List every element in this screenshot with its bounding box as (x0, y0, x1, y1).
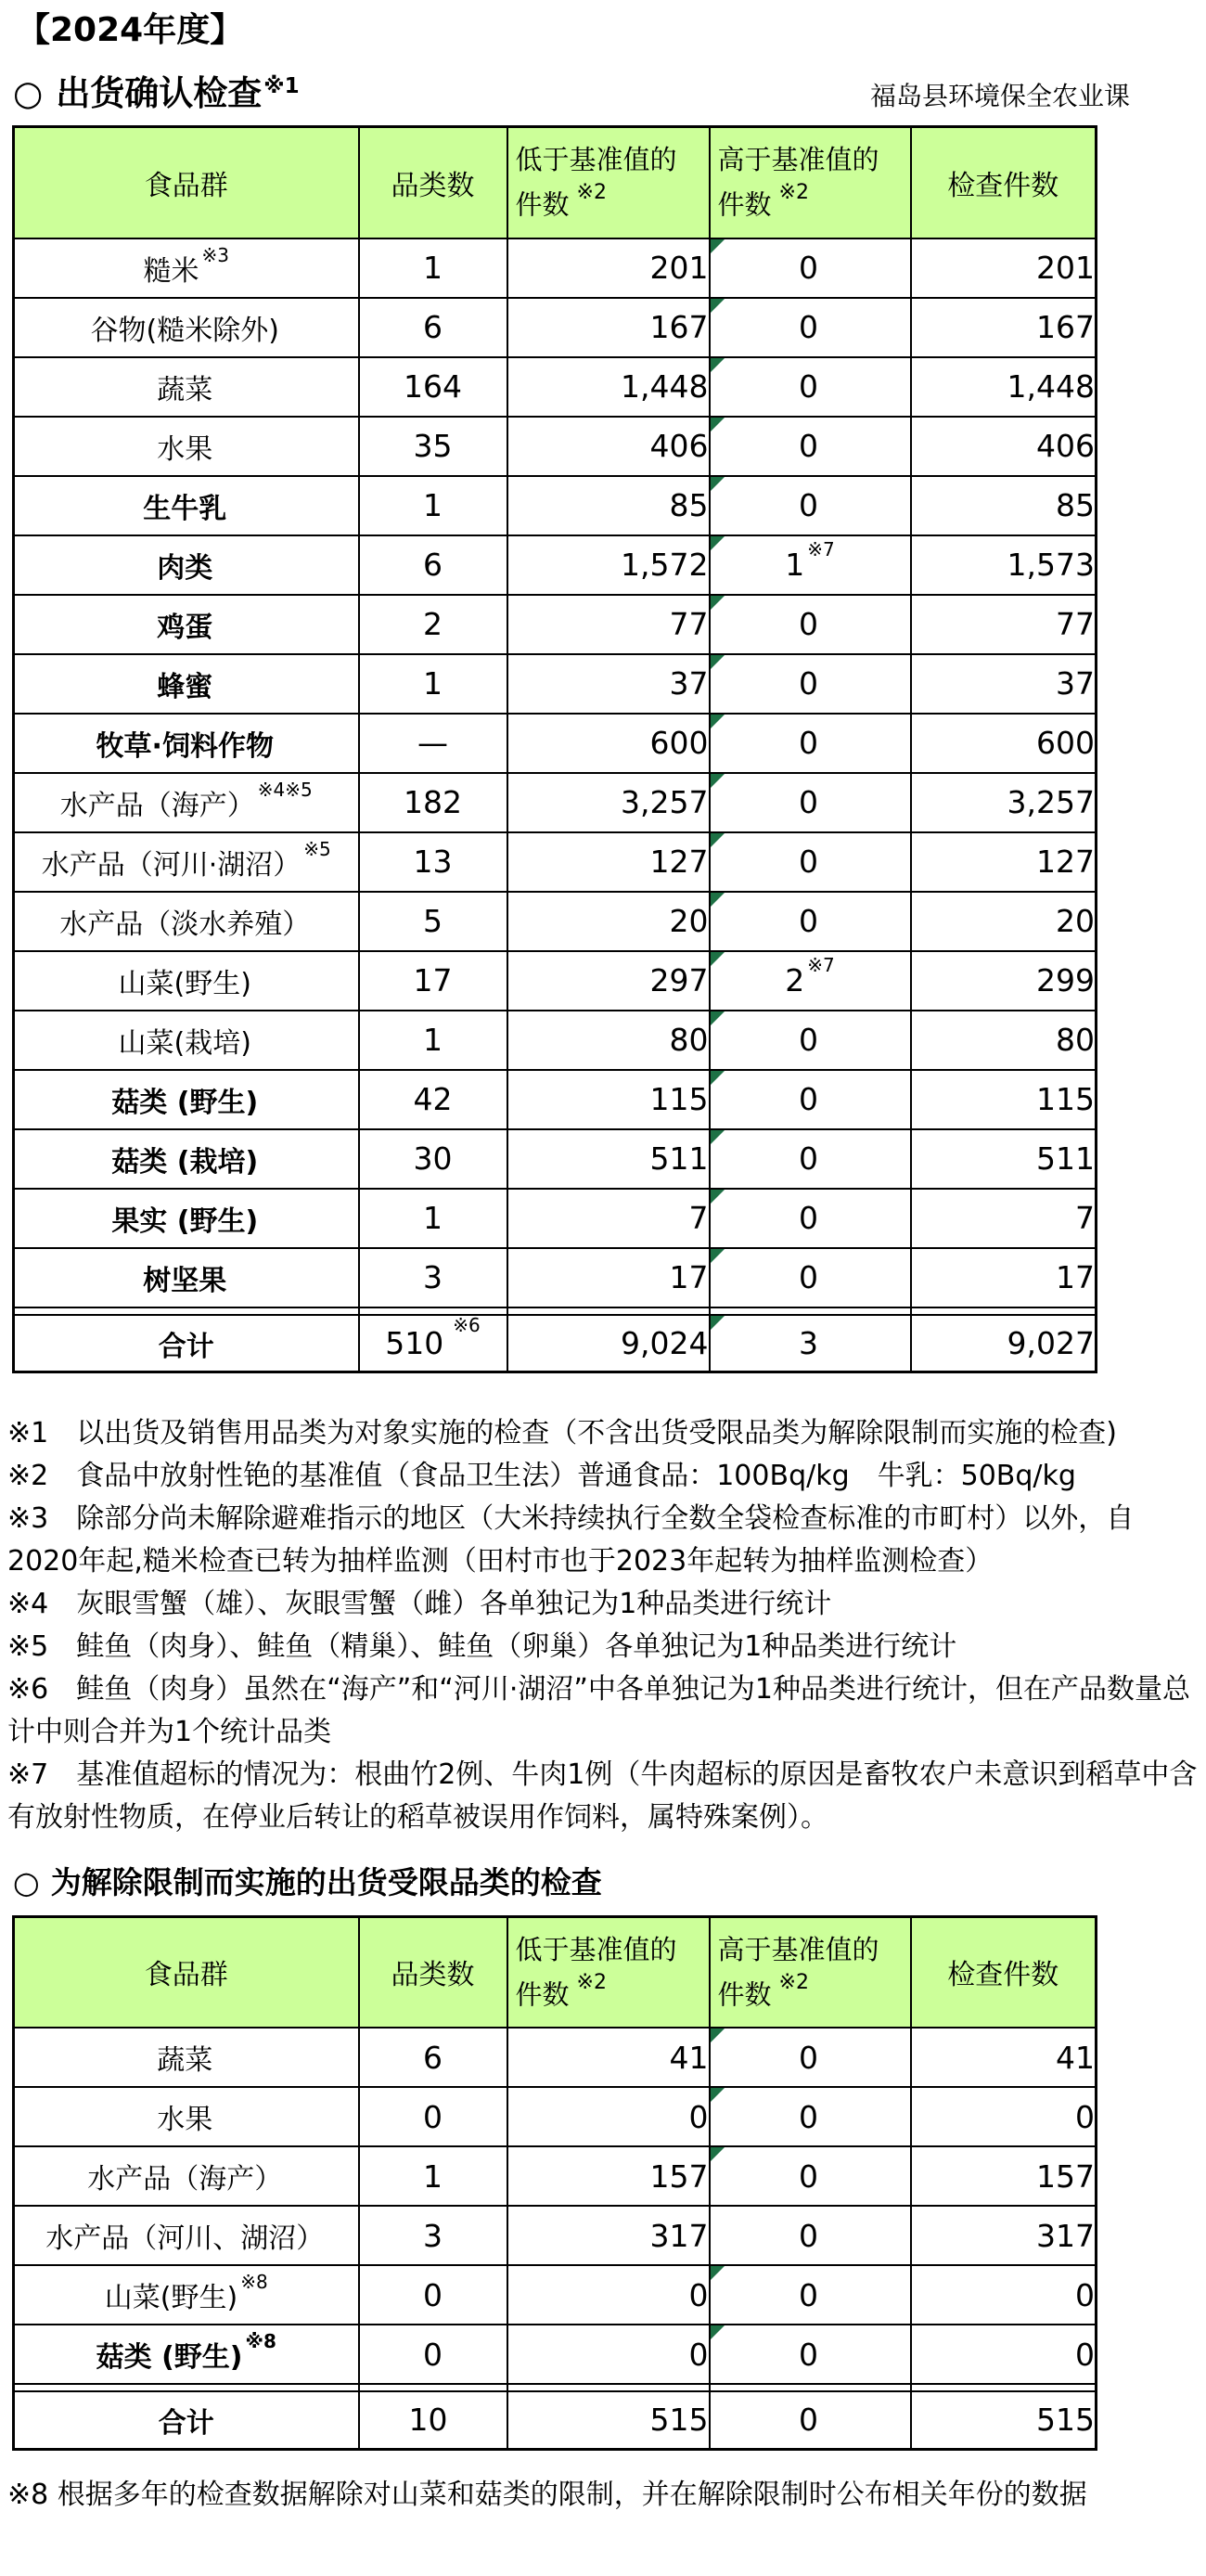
cell-below-standard-count: 37 (507, 654, 710, 714)
year-title: 【2024年度】 (17, 11, 244, 49)
table-row (14, 832, 1097, 892)
gap-cell (359, 2384, 507, 2391)
above-standard-value: 0 (799, 1259, 818, 1296)
header-text (711, 1931, 910, 2015)
table-row (14, 773, 1097, 832)
food-group-label: 水果 (157, 2104, 213, 2137)
cell-below-standard-count: 600 (507, 714, 710, 773)
footnote: ※2 食品中放射性铯的基准值（食品卫生法）普通食品：100Bq/kg 牛乳：50Bq/kg (7, 1460, 1076, 1493)
cell-food-group (14, 2087, 359, 2146)
cell-below-standard-count: 317 (507, 2206, 710, 2265)
cell-food-group (14, 2146, 359, 2206)
cell-food-group (14, 238, 359, 298)
footnote: ※7 基准值超标的情况为：根曲竹2例、牛肉1例（牛肉超标的原因是畜牧农户未意识到稻草中含有放射性物质，在停业后转让的稻草被误用作饲料，属特殊案例）。 (7, 1758, 1198, 1835)
cell-inspection-count: 17 (911, 1248, 1097, 1307)
above-standard-value: 0 (799, 250, 818, 287)
cell-category-count: 0 (359, 2325, 507, 2384)
cell-below-standard-count: 1,572 (507, 535, 710, 595)
table-row (14, 951, 1097, 1011)
gap-cell (14, 2384, 359, 2391)
cell-food-group (14, 654, 359, 714)
above-standard-value: 0 (799, 2039, 818, 2076)
food-group-label: 肉类 (157, 551, 213, 585)
cell-below-standard-count: 1,448 (507, 357, 710, 417)
header-row (14, 127, 1097, 238)
gap-cell (359, 1307, 507, 1315)
cell-above-standard-count (710, 2028, 911, 2087)
above-standard-value: 0 (799, 368, 818, 406)
table1-container (0, 125, 1206, 1373)
cell-category-count: 42 (359, 1070, 507, 1129)
cell-below-standard-count: 115 (507, 1070, 710, 1129)
food-group-label: 水产品（海产） (87, 2163, 283, 2196)
cell-inspection-count: 0 (911, 2325, 1097, 2384)
food-group-label: 生牛乳 (143, 492, 227, 525)
food-group-label: 蔬菜 (157, 2044, 213, 2078)
cell-food-group (14, 1189, 359, 1248)
restricted-category-inspection-table (12, 1915, 1097, 2451)
cell-category-count: 6 (359, 298, 507, 357)
footnote-ref: ※3 (201, 243, 229, 266)
cell-category-count: 1 (359, 2146, 507, 2206)
cell-food-group (14, 2325, 359, 2384)
cell-below-standard-count: 17 (507, 1248, 710, 1307)
section2-title: 为解除限制而实施的出货受限品类的检查 (50, 1864, 602, 1901)
header-line: 低于基准值的 (515, 1933, 677, 1965)
header-text (508, 1931, 709, 2015)
cell-below-standard-count: 127 (507, 832, 710, 892)
cell-food-group (14, 595, 359, 654)
cell-food-group (14, 476, 359, 535)
cell-inspection-count: 406 (911, 417, 1097, 476)
cell-inspection-count: 20 (911, 892, 1097, 951)
cell-category-count: 6 (359, 2028, 507, 2087)
table-row (14, 298, 1097, 357)
above-standard-value: 0 (799, 844, 818, 881)
cell-category-count: 0 (359, 2265, 507, 2325)
circle-bullet-icon: ○ (13, 73, 44, 113)
cell-total-below-count: 9,024 (507, 1315, 710, 1372)
cell-inspection-count: 3,257 (911, 773, 1097, 832)
cell-above-standard-count (710, 773, 911, 832)
cell-food-group (14, 1248, 359, 1307)
header-cell-below-standard-count (507, 127, 710, 238)
above-standard-value: 0 (799, 784, 818, 821)
cell-inspection-count: 41 (911, 2028, 1097, 2087)
cell-inspection-count: 201 (911, 238, 1097, 298)
above-standard-value: 0 (799, 1200, 818, 1237)
header-line: 件数 (717, 1978, 772, 2011)
table-row (14, 1129, 1097, 1189)
cell-below-standard-count: 85 (507, 476, 710, 535)
cell-food-group (14, 832, 359, 892)
gap-cell (507, 1307, 710, 1315)
cell-above-standard-count (710, 2146, 911, 2206)
table-row (14, 1070, 1097, 1129)
shipment-confirmation-inspection-table (12, 125, 1097, 1373)
table-row (14, 476, 1097, 535)
cell-above-standard-count (710, 1189, 911, 1248)
header-cell-above-standard-count (710, 1916, 911, 2028)
cell-food-group (14, 2206, 359, 2265)
footnote-ref: ※6 (453, 1314, 481, 1337)
cell-above-standard-count (710, 238, 911, 298)
header-cell-above-standard-count (710, 127, 911, 238)
food-group-label: 果实 (野生) (111, 1204, 259, 1238)
footnotes-block (7, 1412, 1199, 1839)
cell-category-count: 13 (359, 832, 507, 892)
total-above-value: 0 (799, 2402, 818, 2439)
footnote-ref: ※8 (245, 2330, 276, 2353)
gap-cell (710, 1307, 911, 1315)
cell-food-group (14, 892, 359, 951)
table-row (14, 654, 1097, 714)
separator-row (14, 2384, 1097, 2391)
footnote: ※4 灰眼雪蟹（雄）、灰眼雪蟹（雌）各单独记为1种品类进行统计 (7, 1588, 832, 1621)
cell-inspection-count: 1,573 (911, 535, 1097, 595)
header-row (14, 1916, 1097, 2028)
footnote: ※5 鲑鱼（肉身）、鲑鱼（精巢）、鲑鱼（卵巢）各单独记为1种品类进行统计 (7, 1630, 957, 1664)
total-category-value: 510 (385, 1325, 444, 1362)
gap-cell (911, 2384, 1097, 2391)
cell-total-label: 合计 (14, 2391, 359, 2449)
header-text (711, 141, 910, 225)
cell-category-count: 1 (359, 1189, 507, 1248)
cell-inspection-count: 127 (911, 832, 1097, 892)
cell-category-count: 1 (359, 238, 507, 298)
food-group-label: 水产品（河川·湖沼） (41, 848, 302, 882)
section1-title: 出货确认检查 (56, 73, 263, 113)
cell-total-below-count: 515 (507, 2391, 710, 2449)
cell-above-standard-count (710, 535, 911, 595)
cell-total-above-count (710, 2391, 911, 2449)
footnote-ref: ※2 (778, 1970, 809, 1994)
header-line: 高于基准值的 (717, 1933, 879, 1965)
cell-below-standard-count: 3,257 (507, 773, 710, 832)
cell-total-above-count (710, 1315, 911, 1372)
cell-inspection-count: 1,448 (911, 357, 1097, 417)
cell-category-count: 164 (359, 357, 507, 417)
cell-above-standard-count (710, 1129, 911, 1189)
cell-above-standard-count (710, 1011, 911, 1070)
total-above-value: 3 (799, 1325, 818, 1362)
section1-header (13, 73, 1191, 114)
header-line: 高于基准值的 (717, 144, 879, 176)
food-group-label: 菇类 (栽培) (111, 1145, 259, 1179)
header-cell-inspection-count: 检查件数 (911, 1916, 1097, 2028)
cell-category-count: 35 (359, 417, 507, 476)
above-standard-value: 0 (799, 428, 818, 465)
footnote: ※3 除部分尚未解除避难指示的地区（大米持续执行全数全袋检查标准的市町村）以外，自2020年起,糙米检查已转为抽样监测（田村市也于2023年起转为抽样监测检查） (7, 1502, 1135, 1578)
header-line: 件数 (515, 1978, 570, 2011)
cell-inspection-count: 85 (911, 476, 1097, 535)
gap-cell (14, 1307, 359, 1315)
cell-below-standard-count: 41 (507, 2028, 710, 2087)
food-group-label: 菇类 (野生) (96, 2341, 243, 2375)
cell-inspection-count: 167 (911, 298, 1097, 357)
table-row (14, 714, 1097, 773)
above-standard-value: 0 (799, 2098, 818, 2135)
cell-total-label: 合计 (14, 1315, 359, 1372)
table-row (14, 2325, 1097, 2384)
cell-inspection-count: 511 (911, 1129, 1097, 1189)
cell-inspection-count: 299 (911, 951, 1097, 1011)
cell-below-standard-count: 20 (507, 892, 710, 951)
cell-food-group (14, 2028, 359, 2087)
table-row (14, 892, 1097, 951)
header-cell-inspection-count: 检查件数 (911, 127, 1097, 238)
total-category-value: 10 (408, 2402, 448, 2439)
cell-food-group (14, 773, 359, 832)
cell-category-count: 1 (359, 654, 507, 714)
food-group-label: 山菜(野生) (118, 967, 251, 1000)
circle-bullet-icon: ○ (13, 1864, 40, 1901)
food-group-label: 蜂蜜 (157, 670, 213, 703)
cell-total-category-count (359, 2391, 507, 2449)
food-group-label: 鸡蛋 (157, 611, 213, 644)
cell-inspection-count: 80 (911, 1011, 1097, 1070)
header-text (508, 141, 709, 225)
section1-footnote-ref: ※1 (263, 74, 300, 98)
cell-above-standard-count (710, 298, 911, 357)
table-row (14, 535, 1097, 595)
above-standard-value: 0 (799, 487, 818, 524)
food-group-label: 水产品（海产） (59, 789, 255, 822)
header-cell-category-count: 品类数 (359, 127, 507, 238)
cell-category-count: 30 (359, 1129, 507, 1189)
cell-food-group (14, 357, 359, 417)
cell-category-count: — (359, 714, 507, 773)
cell-food-group (14, 417, 359, 476)
gap-cell (911, 1307, 1097, 1315)
cell-food-group (14, 535, 359, 595)
cell-food-group (14, 2265, 359, 2325)
total-row (14, 2391, 1097, 2449)
table-row (14, 595, 1097, 654)
above-standard-value: 0 (799, 903, 818, 940)
total-row (14, 1315, 1097, 1372)
cell-inspection-count: 7 (911, 1189, 1097, 1248)
cell-inspection-count: 600 (911, 714, 1097, 773)
cell-above-standard-count (710, 2206, 911, 2265)
cell-above-standard-count (710, 2265, 911, 2325)
cell-above-standard-count (710, 2325, 911, 2384)
cell-above-standard-count (710, 357, 911, 417)
cell-below-standard-count: 201 (507, 238, 710, 298)
footnote-ref: ※7 (807, 538, 835, 561)
above-standard-value: 1 (785, 547, 805, 584)
table-row (14, 2146, 1097, 2206)
section2-header (13, 1863, 1191, 1901)
above-standard-value: 0 (799, 2276, 818, 2313)
food-group-label: 谷物(糙米除外) (90, 314, 279, 347)
table-row (14, 2265, 1097, 2325)
food-group-label: 水产品（河川、湖沼） (45, 2222, 325, 2256)
above-standard-value: 0 (799, 2217, 818, 2254)
footnote-ref: ※7 (807, 954, 835, 977)
cell-category-count: 3 (359, 1248, 507, 1307)
above-standard-value: 2 (785, 962, 805, 999)
footnote: ※6 鲑鱼（肉身）虽然在“海产”和“河川·湖沼”中各单独记为1种品类进行统计，但在产品数量总计中则合并为1个统计品类 (7, 1673, 1191, 1749)
cell-inspection-count: 37 (911, 654, 1097, 714)
separator-row (14, 1307, 1097, 1315)
header-line: 低于基准值的 (515, 144, 677, 176)
cell-food-group (14, 1129, 359, 1189)
cell-above-standard-count (710, 476, 911, 535)
cell-below-standard-count: 0 (507, 2325, 710, 2384)
cell-total-inspection-count: 515 (911, 2391, 1097, 2449)
cell-food-group (14, 298, 359, 357)
above-standard-value: 0 (799, 1140, 818, 1178)
cell-below-standard-count: 7 (507, 1189, 710, 1248)
cell-category-count: 5 (359, 892, 507, 951)
cell-category-count: 1 (359, 1011, 507, 1070)
cell-below-standard-count: 77 (507, 595, 710, 654)
food-group-label: 菇类 (野生) (111, 1086, 259, 1119)
cell-category-count: 6 (359, 535, 507, 595)
cell-above-standard-count (710, 892, 911, 951)
cell-above-standard-count (710, 714, 911, 773)
cell-category-count: 17 (359, 951, 507, 1011)
cell-above-standard-count (710, 417, 911, 476)
food-group-label: 山菜(栽培) (118, 1026, 251, 1060)
header-cell-category-count: 品类数 (359, 1916, 507, 2028)
food-group-label: 水产品（淡水养殖） (59, 908, 311, 941)
cell-inspection-count: 115 (911, 1070, 1097, 1129)
gap-cell (507, 2384, 710, 2391)
cell-above-standard-count (710, 951, 911, 1011)
cell-above-standard-count (710, 1070, 911, 1129)
cell-below-standard-count: 406 (507, 417, 710, 476)
cell-total-inspection-count: 9,027 (911, 1315, 1097, 1372)
cell-inspection-count: 0 (911, 2087, 1097, 2146)
cell-food-group (14, 714, 359, 773)
footnote-ref: ※8 (240, 2271, 268, 2294)
cell-below-standard-count: 0 (507, 2265, 710, 2325)
header-cell-food-group: 食品群 (14, 127, 359, 238)
cell-food-group (14, 1070, 359, 1129)
food-group-label: 糙米 (143, 254, 199, 288)
footnote-ref: ※2 (778, 181, 809, 205)
food-group-label: 蔬菜 (157, 373, 213, 406)
table-row (14, 1011, 1097, 1070)
table-row (14, 238, 1097, 298)
cell-above-standard-count (710, 832, 911, 892)
cell-category-count: 2 (359, 595, 507, 654)
food-group-label: 牧草·饲料作物 (96, 729, 274, 763)
food-group-label: 水果 (157, 432, 213, 466)
footnote-8: ※8 根据多年的检查数据解除对山菜和菇类的限制，并在解除限制时公布相关年份的数据 (7, 2478, 1087, 2511)
above-standard-value: 0 (799, 725, 818, 762)
cell-above-standard-count (710, 1248, 911, 1307)
header-cell-below-standard-count (507, 1916, 710, 2028)
above-standard-value: 0 (799, 2157, 818, 2195)
footnote-ref: ※2 (576, 1970, 607, 1994)
cell-below-standard-count: 297 (507, 951, 710, 1011)
table-row (14, 2087, 1097, 2146)
footnote-ref: ※4※5 (257, 778, 313, 801)
cell-total-category-count (359, 1315, 507, 1372)
cell-below-standard-count: 0 (507, 2087, 710, 2146)
table-row (14, 2028, 1097, 2087)
food-group-label: 树坚果 (143, 1264, 227, 1297)
cell-food-group (14, 1011, 359, 1070)
cell-above-standard-count (710, 654, 911, 714)
above-standard-value: 0 (799, 1081, 818, 1118)
cell-inspection-count: 157 (911, 2146, 1097, 2206)
cell-inspection-count: 317 (911, 2206, 1097, 2265)
food-group-label: 山菜(野生) (104, 2282, 238, 2315)
gap-cell (710, 2384, 911, 2391)
header-line: 件数 (515, 188, 570, 221)
footnote-ref: ※5 (303, 837, 331, 860)
header-line: 件数 (717, 188, 772, 221)
table-row (14, 357, 1097, 417)
cell-above-standard-count (710, 595, 911, 654)
cell-above-standard-count (710, 2087, 911, 2146)
cell-below-standard-count: 511 (507, 1129, 710, 1189)
cell-category-count: 0 (359, 2087, 507, 2146)
above-standard-value: 0 (799, 665, 818, 702)
table-row (14, 1189, 1097, 1248)
cell-inspection-count: 77 (911, 595, 1097, 654)
cell-category-count: 1 (359, 476, 507, 535)
cell-category-count: 3 (359, 2206, 507, 2265)
table2-container (0, 1915, 1206, 2451)
table-row (14, 2206, 1097, 2265)
footnote-ref: ※2 (576, 181, 607, 205)
table-row (14, 1248, 1097, 1307)
cell-below-standard-count: 157 (507, 2146, 710, 2206)
cell-inspection-count: 0 (911, 2265, 1097, 2325)
cell-food-group (14, 951, 359, 1011)
above-standard-value: 0 (799, 606, 818, 643)
cell-below-standard-count: 167 (507, 298, 710, 357)
above-standard-value: 0 (799, 2336, 818, 2373)
footnote: ※1 以出货及销售用品类为对象实施的检查（不含出货受限品类为解除限制而实施的检查) (7, 1417, 1117, 1450)
cell-below-standard-count: 80 (507, 1011, 710, 1070)
table-row (14, 417, 1097, 476)
above-standard-value: 0 (799, 309, 818, 346)
header-cell-food-group: 食品群 (14, 1916, 359, 2028)
above-standard-value: 0 (799, 1022, 818, 1059)
agency-name: 福岛县环境保全农业课 (869, 81, 1130, 111)
cell-category-count: 182 (359, 773, 507, 832)
